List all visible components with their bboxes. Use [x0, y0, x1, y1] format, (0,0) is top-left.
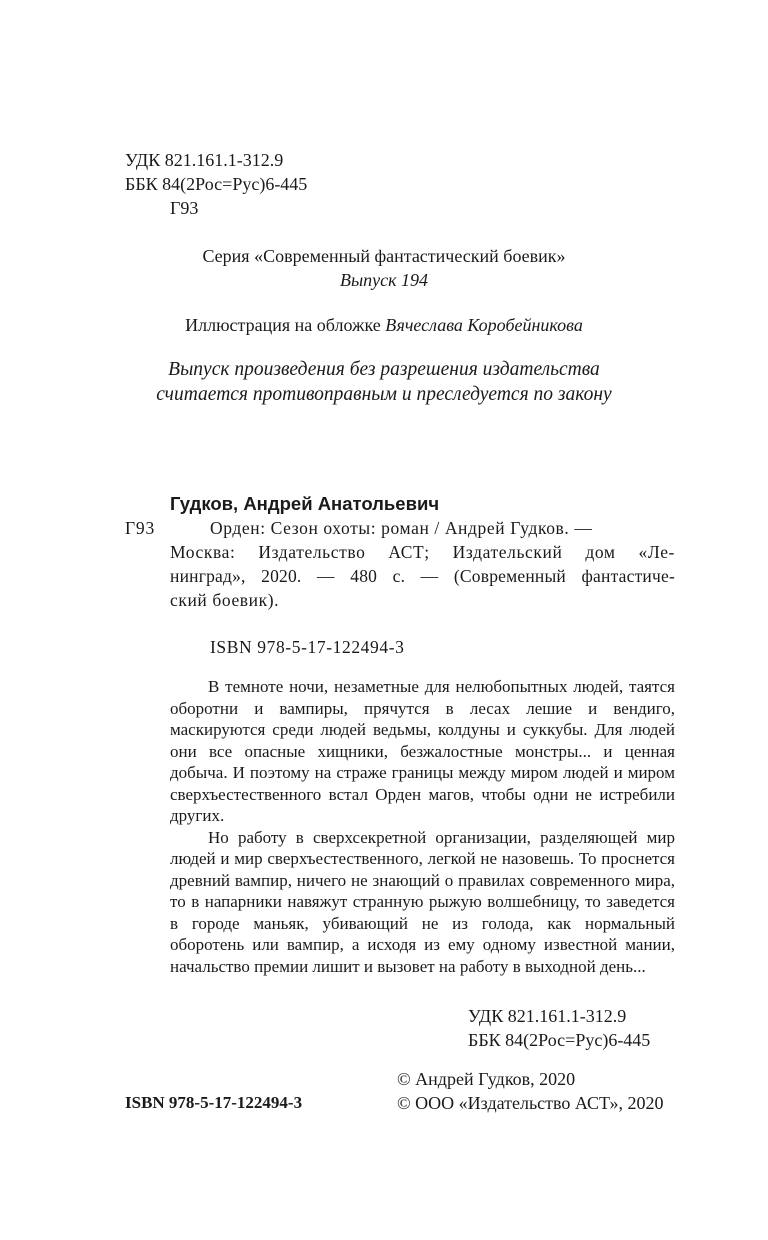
isbn-bold: ISBN 978-5-17-122494-3	[125, 1093, 303, 1112]
series-title: Серия «Современный фантастический боевик»	[202, 246, 566, 266]
catalog-line-1: Орден: Сезон охоты: роман / Андрей Гудков. —	[210, 518, 593, 538]
catalog-code: Г93	[125, 518, 156, 538]
udk-bottom: УДК 821.161.1-312.9	[468, 1006, 627, 1026]
copyright-warning-line1: Выпуск произведения без разрешения издательства	[168, 359, 600, 380]
annotation-paragraph-2: Но работу в сверхсекретной организации, разделяющей мир людей и мир сверхъестественного, легкой не назовешь. То проснется древний вампир, ничего не знающий о правилах современного мира, то в напарники навяжут странную рыжую волшебницу, то заведется в городе маньяк, убивающий не из голода, как нормальный оборотень или вампир, а исходя из ему одному известной мании, начальство премии лишит и вызовет на работу в выходной день...	[170, 827, 675, 976]
catalog-isbn: ISBN 978-5-17-122494-3	[210, 637, 405, 657]
catalog-author: Гудков, Андрей Анатольевич	[170, 493, 440, 514]
udk-top: УДК 821.161.1-312.9	[125, 150, 284, 170]
illustration-artist: Вячеслава Коробейникова	[385, 315, 583, 335]
copyright-publisher: © ООО «Издательство АСТ», 2020	[397, 1093, 664, 1113]
annotation-paragraph-1: В темноте ночи, незаметные для нелюбопытных людей, таятся оборотни и вампиры, прячутся в лесах лешие и вендиго, маскируются среди людей ведьмы, колдуны и суккубы. Для людей они все опасные хищники, безжалостные монстры... и ценная добыча. И поэтому на страже границы между миром людей и миром сверхъестественного встал Орден магов, чтобы одни не истребили других.	[170, 677, 675, 825]
annotation	[170, 676, 675, 977]
illustration-prefix: Иллюстрация на обложке	[185, 315, 381, 335]
copyright-warning-line2: считается противоправным и преследуется по закону	[156, 384, 612, 405]
catalog-line-2: Москва: Издательство АСТ; Издательский дом «Ле-	[170, 542, 675, 562]
bbk-bottom: ББК 84(2Рос=Рус)6-445	[468, 1030, 651, 1050]
copyright-author: © Андрей Гудков, 2020	[397, 1069, 576, 1089]
bbk-top: ББК 84(2Рос=Рус)6-445	[125, 174, 308, 194]
illustration-credit	[0, 314, 768, 336]
catalog-line-4: ский боевик).	[170, 590, 280, 610]
series-issue: Выпуск 194	[339, 270, 429, 290]
author-code-top: Г93	[170, 198, 199, 218]
catalog-line-3: нинград», 2020. — 480 с. — (Современный фантастиче-	[170, 566, 675, 586]
